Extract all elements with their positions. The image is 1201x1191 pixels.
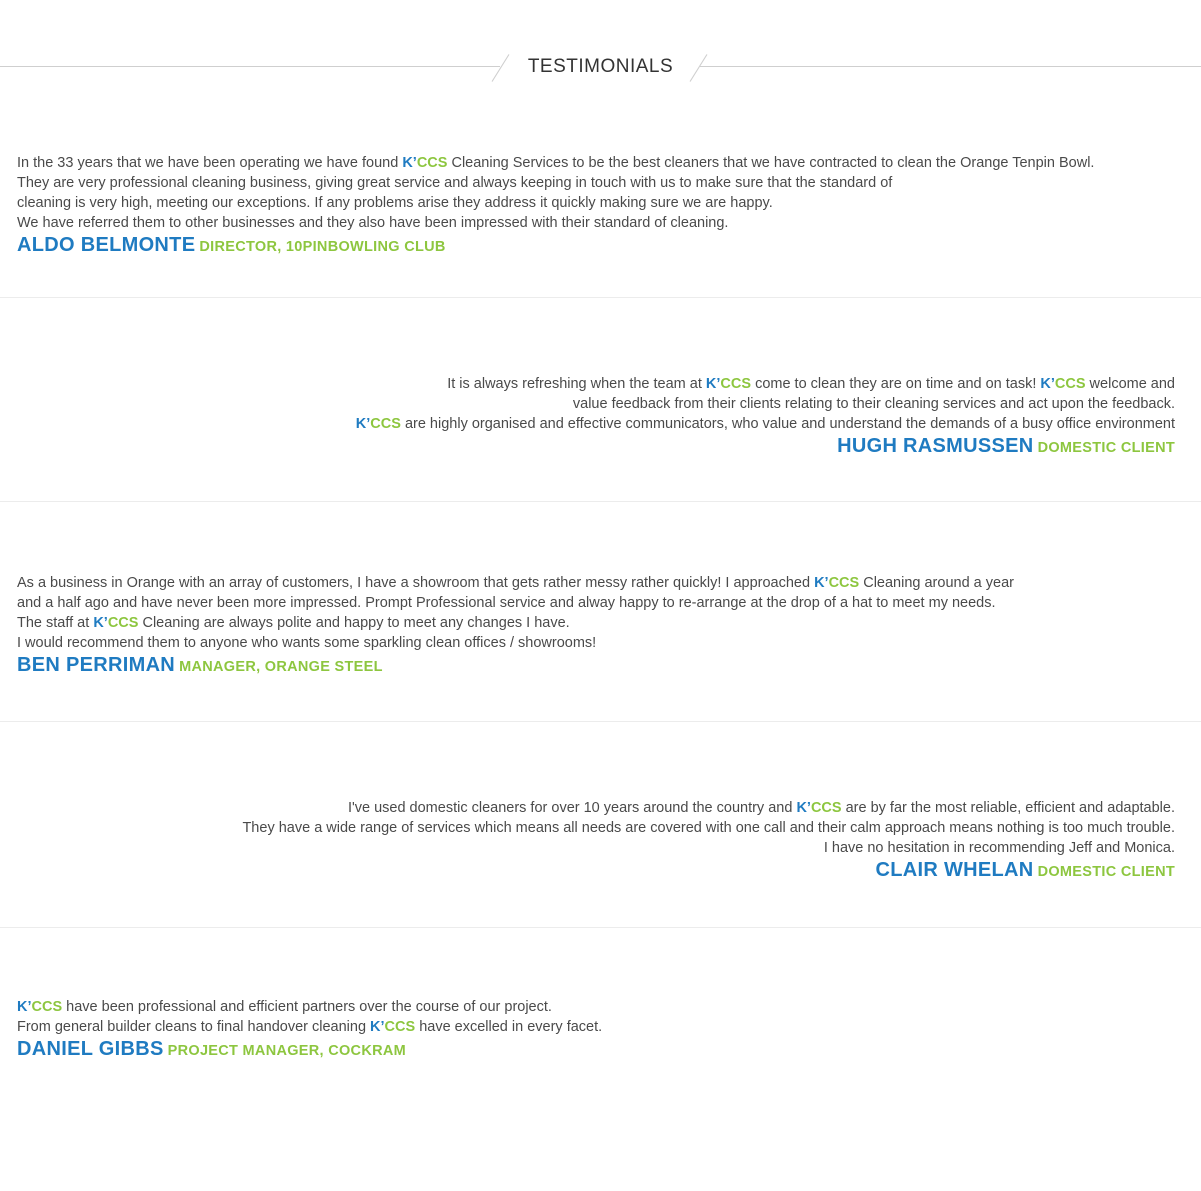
author-role: DOMESTIC CLIENT [1037, 440, 1175, 456]
testimonial-line: They are very professional cleaning business, giving great service and always keeping in touch with us to make sure that the standard of [17, 175, 893, 191]
testimonial-author [17, 1039, 1175, 1061]
brand-name: K’CCS [17, 999, 63, 1015]
testimonial-line: In the 33 years that we have been operating we have found K’CCS Cleaning Services to be the best cleaners that we have contracted to clean the Orange Tenpin Bowl. [17, 155, 1095, 171]
brand-name: K’CCS [402, 155, 448, 171]
testimonial-line: It is always refreshing when the team at K’CCS come to clean they are on time and on task! K’CCS welcome and [447, 376, 1175, 392]
brand-name: K’CCS [370, 1019, 416, 1035]
author-role: DIRECTOR, 10PINBOWLING CLUB [199, 239, 446, 255]
author-name: ALDO BELMONTE [17, 234, 196, 256]
section-title: TESTIMONIALS [527, 56, 674, 77]
testimonial-line: I've used domestic cleaners for over 10 years around the country and K’CCS are by far the most reliable, efficient and adaptable. [347, 800, 1175, 816]
testimonial-line: I have no hesitation in recommending Jeff and Monica. [823, 840, 1175, 856]
header-rule-right [700, 66, 1201, 67]
testimonial-hugh-rasmussen [17, 374, 1175, 458]
testimonial-author [17, 436, 1175, 458]
testimonial-line: cleaning is very high, meeting our exceptions. If any problems arise they address it quickly making sure we are happy. [17, 195, 773, 211]
author-name: DANIEL GIBBS [17, 1038, 164, 1060]
testimonial-line: As a business in Orange with an array of customers, I have a showroom that gets rather messy rather quickly! I approached K’CCS Cleaning around a year [17, 575, 1014, 591]
brand-name: K’CCS [814, 575, 860, 591]
testimonial-divider [0, 297, 1201, 298]
testimonial-line: The staff at K’CCS Cleaning are always polite and happy to meet any changes I have. [17, 615, 570, 631]
testimonial-divider [0, 721, 1201, 722]
testimonial-line: value feedback from their clients relating to their cleaning services and act upon the feedback. [572, 396, 1175, 412]
testimonial-divider [0, 927, 1201, 928]
testimonial-line: They have a wide range of services which means all needs are covered with one call and their calm approach means nothing is too much trouble. [242, 820, 1175, 836]
brand-name: K’CCS [796, 800, 842, 816]
testimonial-author [17, 860, 1175, 882]
testimonial-author [17, 655, 1175, 677]
testimonial-line: I would recommend them to anyone who wants some sparkling clean offices / showrooms! [17, 635, 597, 651]
testimonial-ben-perriman [17, 573, 1175, 677]
testimonial-line: K’CCS are highly organised and effective communicators, who value and understand the demands of a busy office environment [355, 416, 1175, 432]
testimonial-line: From general builder cleans to final handover cleaning K’CCS have excelled in every facet. [17, 1019, 603, 1035]
author-name: HUGH RASMUSSEN [837, 435, 1034, 457]
section-header [0, 48, 1201, 88]
testimonial-line: and a half ago and have never been more impressed. Prompt Professional service and alway happy to re-arrange at the drop of a hat to meet my needs. [17, 595, 996, 611]
author-name: CLAIR WHELAN [875, 859, 1034, 881]
brand-name: K’CCS [1040, 376, 1086, 392]
testimonial-divider [0, 501, 1201, 502]
testimonial-line: K’CCS have been professional and efficient partners over the course of our project. [17, 999, 552, 1015]
author-role: MANAGER, ORANGE STEEL [179, 659, 383, 675]
author-role: PROJECT MANAGER, COCKRAM [167, 1043, 407, 1059]
testimonial-author [17, 235, 1175, 257]
author-role: DOMESTIC CLIENT [1037, 864, 1175, 880]
brand-name: K’CCS [705, 376, 752, 392]
brand-name: K’CCS [93, 615, 139, 631]
testimonial-line: We have referred them to other businesses and they also have been impressed with their standard of cleaning. [17, 215, 729, 231]
testimonial-daniel-gibbs [17, 997, 1175, 1061]
testimonial-aldo-belmonte [17, 153, 1175, 257]
testimonial-clair-whelan [17, 798, 1175, 882]
author-name: BEN PERRIMAN [17, 654, 176, 676]
brand-name: K’CCS [355, 416, 401, 432]
